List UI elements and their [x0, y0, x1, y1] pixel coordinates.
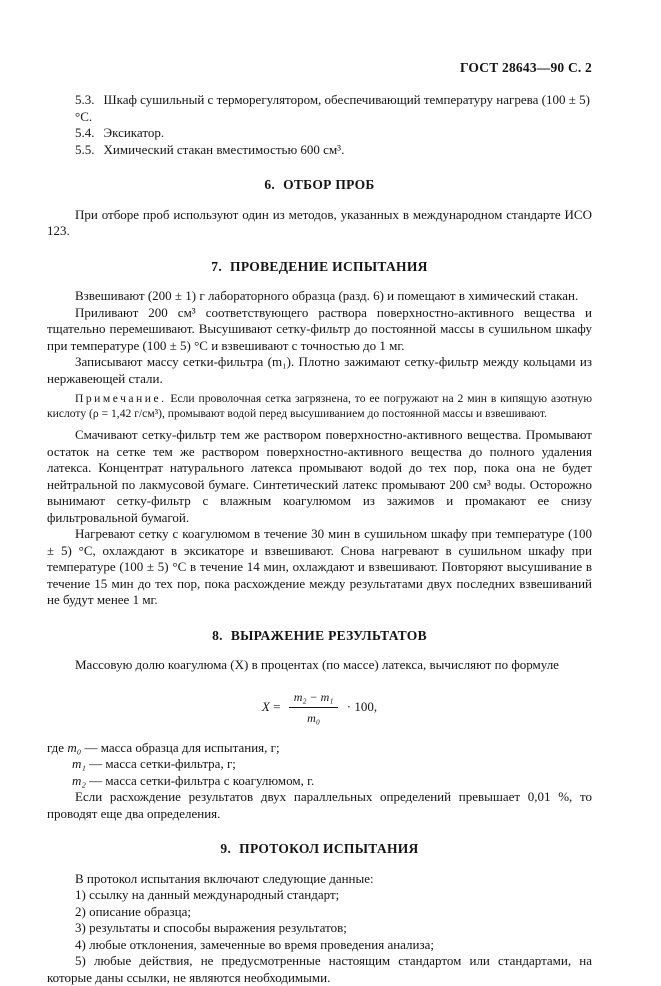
protocol-list-item: 1) ссылку на данный международный стандарт; — [75, 887, 340, 903]
paragraph: Нагревают сетку с коагулюмом в течение 30 мин в сушильном шкафу при температуре (100 ± 5) °С, охлаждают в эксикаторе и взвешивают. Снова нагревают в сушильном шкафу при температуре (100 ± 5) °С в течение 14 мин, охлаждают и взвешивают. Повторяют высушивание в течение 15 мин до тех пор, пока расхождение между результатами двух последних взвешиваний не будут менее 1 мг. — [47, 526, 592, 608]
formula-fraction — [289, 689, 339, 727]
note-text: Если проволочная сетка загрязнена, то ее погружают на 2 мин в кипящую азотную кислоту (ρ = 1,42 г/см³), промывают водой перед высушиванием до постоянной массы и взвешивают. — [47, 392, 592, 420]
paragraph: Массовую долю коагулюма (X) в процентах (по массе) латекса, вычисляют по формуле — [75, 657, 559, 673]
definition-text: — масса образца для испытания, г; — [81, 739, 280, 755]
item-text: Шкаф сушильный с терморегулятором, обеспечивающий температуру нагрева (100 ± 5) °С. — [75, 92, 590, 124]
item-number: 5.5. — [75, 141, 95, 157]
note-block — [47, 392, 592, 421]
item-number: 5.3. — [75, 92, 95, 107]
section-title: ОТБОР ПРОБ — [283, 177, 375, 192]
definition-text: — масса сетки-фильтра с коагулюмом, г. — [85, 772, 315, 788]
formula-denominator: m₀ — [307, 711, 321, 726]
doc-body — [47, 92, 592, 986]
paragraph: Записывают массу сетки-фильтра (m₁). Плотно зажимают сетку-фильтр между кольцами из нержавеющей стали. — [47, 354, 592, 386]
definition-symbol: m₀ — [67, 739, 82, 755]
section-title: ПРОТОКОЛ ИСПЫТАНИЯ — [239, 841, 419, 857]
formula-numerator: m₂ − m₁ — [289, 689, 339, 709]
paragraph: Если расхождение результатов двух параллельных определений превышает 0,01 %, то проводят еще два определения. — [47, 789, 592, 821]
list-item-5-3 — [47, 92, 592, 125]
section-title: ВЫРАЖЕНИЕ РЕЗУЛЬТАТОВ — [230, 627, 427, 643]
definition-row — [47, 773, 592, 790]
item-number: 5.4. — [75, 125, 95, 140]
list-item-5-4 — [47, 125, 592, 142]
section-heading-9 — [47, 841, 592, 858]
item-text: Химический стакан вместимостью 600 см³. — [103, 141, 345, 157]
section-heading-7 — [47, 259, 592, 276]
list-item-5-5 — [47, 142, 592, 159]
protocol-list — [47, 887, 592, 986]
definition-row — [47, 740, 592, 757]
protocol-list-item: 4) любые отклонения, замеченные во время проведения анализа; — [75, 936, 435, 952]
note-label: Примечание. — [75, 392, 167, 405]
section-number: 7. — [211, 258, 223, 274]
paragraph: При отборе проб используют один из методов, указанных в международном стандарте ИСО 123. — [47, 206, 592, 238]
formula — [47, 689, 592, 727]
definition-symbol: m₁ — [72, 756, 86, 772]
section-heading-8 — [47, 628, 592, 645]
doc-number: ГОСТ 28643—90 С. 2 — [459, 60, 592, 75]
protocol-list-item: 2) описание образца; — [75, 903, 191, 919]
paragraph: В протокол испытания включают следующие данные: — [75, 870, 374, 886]
protocol-list-item: 5) любые действия, не предусмотренные настоящим стандартом или стандартами, на которые даны ссылки, не являются необходимыми. — [47, 953, 592, 985]
doc-header — [47, 60, 592, 76]
paragraph: Приливают 200 см³ соответствующего раствора поверхностно-активного вещества и тщательно перемешивают. Высушивают сетку-фильтр до постоянной массы в сушильном шкафу при температуре (100 ± 5) °С и взвешивают с точностью до 1 мг. — [47, 304, 592, 353]
definition-row — [47, 756, 592, 773]
definition-symbol: m₂ — [72, 772, 86, 788]
formula-lhs: X — [261, 698, 270, 714]
protocol-list-item: 3) результаты и способы выражения результатов; — [75, 920, 347, 936]
paragraph: Смачивают сетку-фильтр тем же раствором поверхностно-активного вещества. Промывают остаток на сетке тем же раствором поверхностно-активного вещества до полного удаления латекса. Концентрат натурального латекса промывают водой до тех пор, пока она не будет нейтральной по лакмусовой бумаге. Синтетический латекс промывают 200 см³ воды. Осторожно вынимают сетку-фильтр с влажным коагулюмом из зажимов и промакают ее снизу фильтровальной бумагой. — [47, 427, 592, 525]
section-number: 6. — [264, 177, 276, 192]
section-heading-6 — [47, 177, 592, 194]
definition-prefix: где — [47, 739, 68, 755]
formula-equals: = — [273, 698, 281, 714]
formula-tail: · 100, — [346, 698, 378, 714]
section-number: 8. — [212, 627, 223, 643]
paragraph: Взвешивают (200 ± 1) г лабораторного образца (разд. 6) и помещают в химический стакан. — [75, 288, 579, 303]
section-title: ПРОВЕДЕНИЕ ИСПЫТАНИЯ — [230, 258, 428, 274]
item-text: Эксикатор. — [103, 125, 165, 140]
definition-text: — масса сетки-фильтра, г; — [85, 756, 236, 772]
formula-definitions — [47, 740, 592, 790]
section-number: 9. — [220, 841, 232, 857]
